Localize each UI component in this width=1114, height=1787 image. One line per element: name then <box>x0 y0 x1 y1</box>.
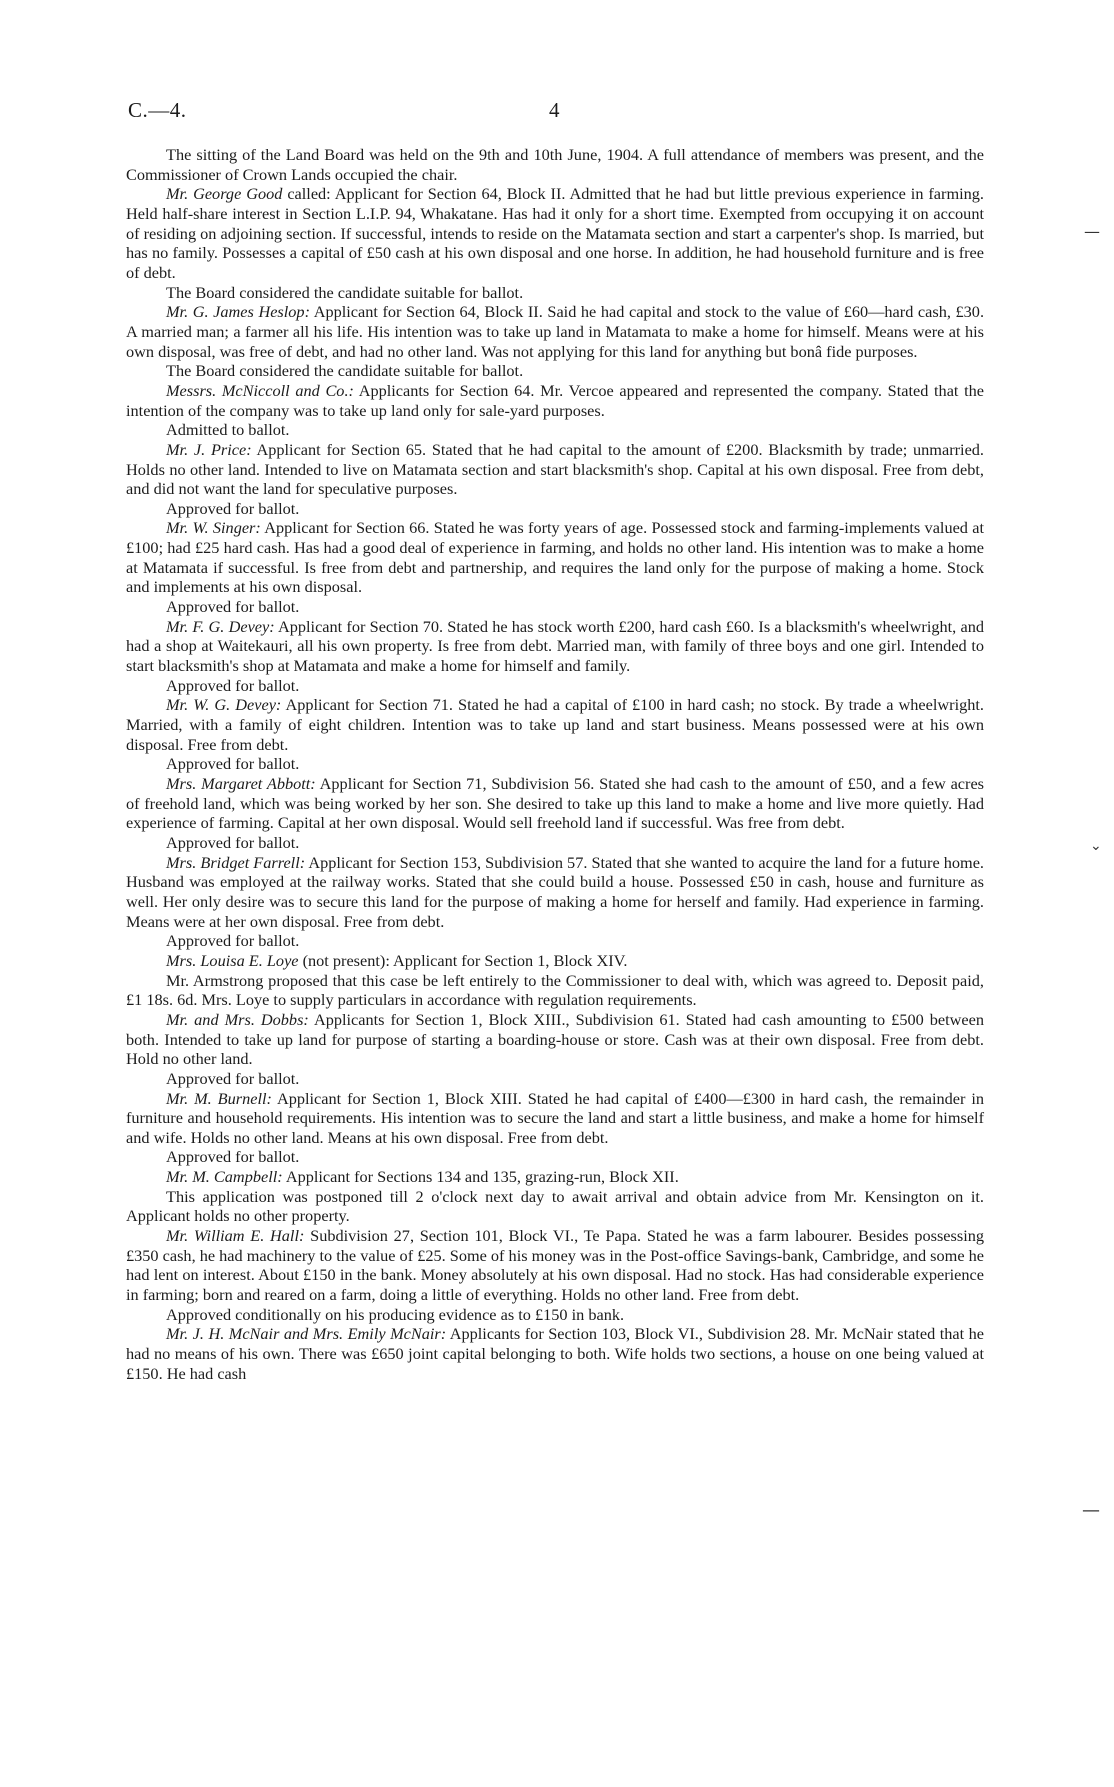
paragraph-text: The sitting of the Land Board was held on the 9th and 10th June, 1904. A full attendance of members was present, and the Commissioner of Crown Lands occupied the chair. <box>126 145 984 184</box>
applicant-name: Mr. and Mrs. Dobbs: <box>166 1009 309 1029</box>
applicant-name: Mr. G. James Heslop: <box>166 302 310 322</box>
applicant-name: Mr. J. Price: <box>166 439 252 459</box>
applicant-name: Mr. M. Burnell: <box>166 1088 272 1108</box>
applicant-name: Mr. William E. Hall: <box>166 1226 305 1246</box>
paragraph-text: Admitted to ballot. <box>166 420 290 440</box>
paragraph-text: Approved for ballot. <box>166 832 300 852</box>
paragraph <box>126 1010 984 1069</box>
paragraph <box>126 1167 984 1187</box>
applicant-name: Mrs. Margaret Abbott: <box>166 774 316 793</box>
applicant-name: Mr. M. Campbell: <box>166 1167 283 1187</box>
paragraph <box>126 951 984 971</box>
paragraph-text: Applicant for Section 153, Subdivision 57. Stated that she wanted to acquire the land for a future home. Husband was employed at the railway works. Stated that she could build a house. Possessed £50 in cash, house and furniture as well. Her only desire was to secure this land for the purpose of making a home for herself and family. Had experience in farming. Means were at her own disposal. Free from debt. <box>126 852 984 931</box>
paragraph <box>126 1069 984 1089</box>
paragraph-text: Approved for ballot. <box>166 675 300 695</box>
paragraph <box>126 1187 984 1226</box>
paragraph <box>126 518 984 597</box>
page-number: 4 <box>549 98 560 122</box>
paragraph-text: Applicant for Section 66. Stated he was forty years of age. Possessed stock and farming-implements valued at £100; had £25 hard cash. Has had a good deal of experience in farming, and holds no other land. His intention was to make a home at Matamata if successful. Is free from debt and partnership, and requires the land only for the purpose of making a home. Stock and implements at his own disposal. <box>126 518 984 597</box>
paragraph <box>126 361 984 381</box>
paragraph-text: Applicants for Section 103, Block VI., Subdivision 28. Mr. McNair stated that he had no means of his own. There was £650 joint capital belonging to both. Wife holds two sections, a house on one being valued at £150. He had cash <box>126 1324 984 1383</box>
paragraph <box>126 302 984 361</box>
paragraph <box>126 1305 984 1325</box>
paragraph-text: Subdivision 27, Section 101, Block VI., Te Papa. Stated he was a farm labourer. Besides possessing £350 cash, he had machinery to the value of £25. Some of his money was in the Post-office Savings-bank, Cambridge, and some he had lent on interest. About £150 in the bank. Money absolutely at his own disposal. Had no stock. Has had considerable experience in farming; born and reared on a farm, doing a little of everything. Holds no other land. Free from debt. <box>126 1226 985 1305</box>
paragraph-text: Applicant for Section 64, Block II. Said he had capital and stock to the value of £60—hard cash, £30. A married man; a farmer all his life. His intention was to take up land in Matamata to make a home for himself. Means were at his own disposal, was free of debt, and had no other land. Was not applying for this land for anything but bonâ fide purposes. <box>126 302 985 361</box>
paragraph <box>126 1226 984 1305</box>
paragraph-text: Approved for ballot. <box>166 1068 300 1088</box>
applicant-name: Mr. George Good <box>166 184 283 204</box>
paragraph-text: Approved for ballot. <box>166 1147 300 1167</box>
paragraph <box>126 833 984 853</box>
paragraph <box>126 1147 984 1167</box>
paragraph <box>126 597 984 617</box>
paragraph <box>126 420 984 440</box>
paragraph <box>126 283 984 303</box>
paragraph <box>126 853 984 932</box>
paragraph-text: Applicants for Section 64. Mr. Vercoe appeared and represented the company. Stated that the intention of the company was to take up land only for sale-yard purposes. <box>126 380 985 420</box>
applicant-name: Mr. F. G. Devey: <box>166 616 275 636</box>
paragraph-text: Applicant for Sections 134 and 135, grazing-run, Block XII. <box>282 1167 679 1187</box>
margin-mark: — <box>1084 222 1100 241</box>
paragraph <box>126 499 984 519</box>
paragraph-text: The Board considered the candidate suitable for ballot. <box>166 361 524 381</box>
paragraph-text: Approved for ballot. <box>166 754 300 774</box>
applicant-name: Mr. W. Singer: <box>166 518 261 538</box>
paragraph <box>126 1089 984 1148</box>
applicant-name: Messrs. McNiccoll and Co.: <box>166 380 354 400</box>
margin-mark: ⌄ <box>1090 838 1102 854</box>
applicant-name: Mrs. Bridget Farrell: <box>166 852 306 872</box>
paragraph-text: The Board considered the candidate suitable for ballot. <box>166 282 524 302</box>
paragraph-text: Applicant for Section 71. Stated he had a capital of £100 in hard cash; no stock. By trade a wheelwright. Married, with a family of eight children. Intention was to take up land and start business. Means possessed were at his own disposal. Free from debt. <box>126 695 984 754</box>
paragraph <box>126 617 984 676</box>
applicant-name: Mr. W. G. Devey: <box>166 695 282 715</box>
paragraph-text: (not present): Applicant for Section 1, Block XIV. <box>298 950 628 970</box>
paragraph <box>126 1324 984 1383</box>
paragraph-text: This application was postponed till 2 o'clock next day to await arrival and obtain advice from Mr. Kensington on it. Applicant holds no other property. <box>126 1186 984 1226</box>
paragraph <box>126 695 984 754</box>
paragraph <box>126 381 984 420</box>
paragraph <box>126 971 984 1010</box>
paragraph <box>126 754 984 774</box>
paragraph-text: Applicants for Section 1, Block XIII., Subdivision 61. Stated had cash amounting to £500 between both. Intended to take up land for purpose of starting a boarding-house or store. Cash was at their own disposal. Free from debt. Hold no other land. <box>126 1009 984 1069</box>
paragraph-text: Applicant for Section 70. Stated he has stock worth £200, hard cash £60. Is a blacksmith's wheelwright, and had a shop at Waitekauri, all his own property. Is free from debt. Married man, with family of three boys and one girl. Intended to start blacksmith's shop at Matamata and make a home for himself and family. <box>126 616 984 676</box>
paragraph-text: Approved for ballot. <box>166 597 300 617</box>
paragraph-text: Approved for ballot. <box>166 498 300 518</box>
paragraph-text: Applicant for Section 1, Block XIII. Stated he had capital of £400—£300 in hard cash, the remainder in furniture and household requirements. His intention was to secure the land and start a little business, and make a home for himself and wife. Holds no other land. Means at his own disposal. Free from debt. <box>126 1088 985 1147</box>
margin-mark: — <box>1082 1500 1100 1521</box>
applicant-name: Mr. J. H. McNair and Mrs. Emily McNair: <box>166 1324 447 1344</box>
paragraph <box>126 774 984 833</box>
paragraph-text: Approved for ballot. <box>166 931 300 951</box>
minutes-body <box>126 145 984 1383</box>
document-reference: C.—4. <box>128 98 187 122</box>
paragraph <box>126 931 984 951</box>
paragraph-text: Applicant for Section 65. Stated that he had capital to the amount of £200. Blacksmith by trade; unmarried. Holds no other land. Intended to live on Matamata section and start blacksmith's shop. Capital at his own disposal. Free from debt, and did not want the land for speculative purposes. <box>126 439 985 499</box>
paragraph-text: Applicant for Section 71, Subdivision 56. Stated she had cash to the amount of £50, and a few acres of freehold land, which was being worked by her son. She desired to take up this land to make a home and live more quietly. Had experience of farming. Capital at her own disposal. Would sell freehold land if successful. Was free from debt. <box>126 774 985 833</box>
paragraph <box>126 145 984 184</box>
paragraph <box>126 676 984 696</box>
paragraph-text: Mr. Armstrong proposed that this case be left entirely to the Commissioner to deal with, which was agreed to. Deposit paid, £1 18s. 6d. Mrs. Loye to supply particulars in accordance with regulation requirements. <box>126 970 984 1010</box>
paragraph <box>126 440 984 499</box>
applicant-name: Mrs. Louisa E. Loye <box>166 950 299 970</box>
paragraph <box>126 184 984 282</box>
paragraph-text: Approved conditionally on his producing evidence as to £150 in bank. <box>166 1304 625 1324</box>
paragraph-text: called: Applicant for Section 64, Block II. Admitted that he had but little previous experience in farming. Held half-share interest in Section L.I.P. 94, Whakatane. Has had it only for a short time. Exempted from occupying it on account of residing on adjoining section. If successful, intends to reside on the Matamata section and start a carpenter's shop. Is married, but has no family. Possesses a capital of £50 cash at his own disposal and one horse. In addition, he had household furniture and is free of debt. <box>126 184 984 282</box>
